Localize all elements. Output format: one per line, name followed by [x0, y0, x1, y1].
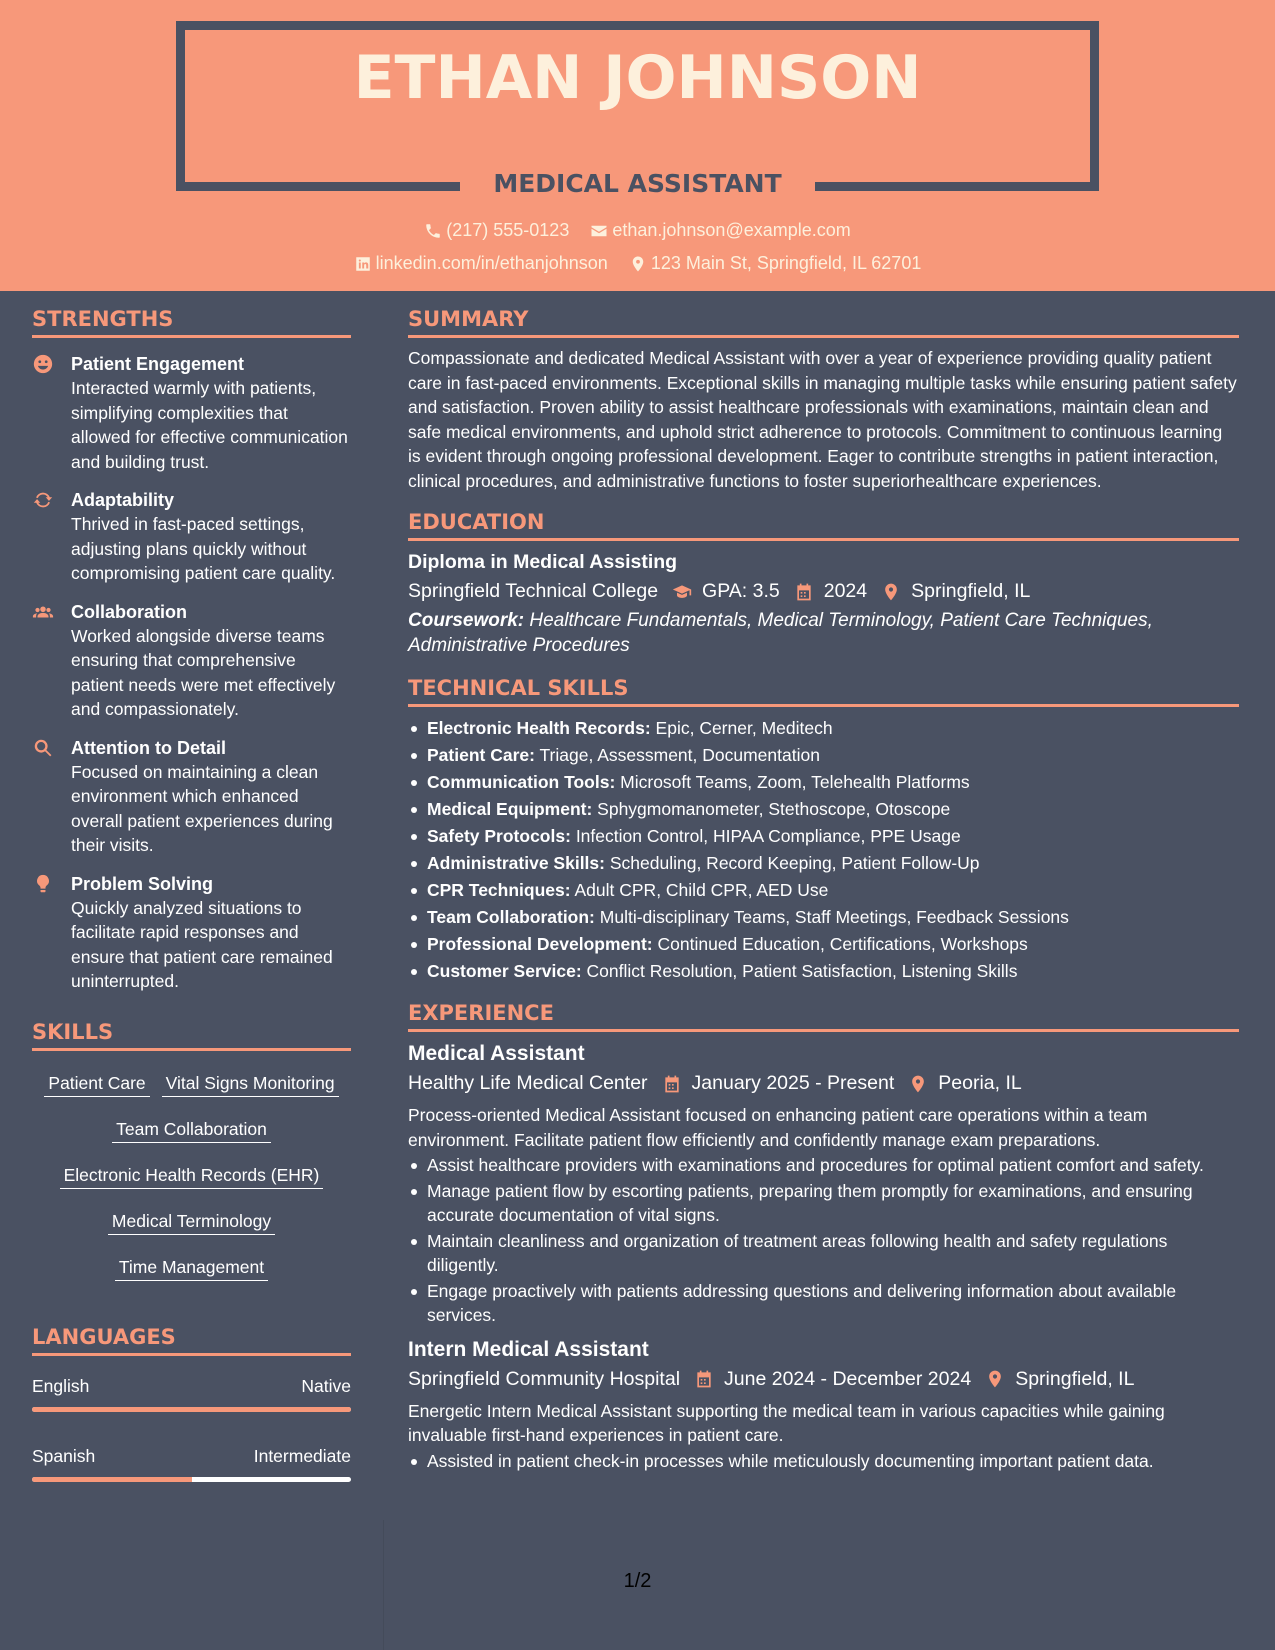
- graduation-cap-icon: [672, 582, 692, 602]
- phone-text: (217) 555-0123: [446, 220, 570, 240]
- list-item: Assisted in patient check-in processes while meticulously documenting important patient data.: [408, 1449, 1239, 1474]
- linkedin-icon: [354, 255, 372, 273]
- education-heading: EDUCATION: [408, 510, 1239, 541]
- envelope-icon: [590, 222, 608, 240]
- list-item: Electronic Health Records: Epic, Cerner, Meditech: [408, 715, 1239, 742]
- candidate-name: ETHAN JOHNSON: [353, 43, 922, 113]
- strength-item: [32, 352, 351, 474]
- map-pin-icon: [985, 1369, 1005, 1389]
- job-role: Intern Medical Assistant: [408, 1337, 649, 1361]
- job-title-wrap: [460, 164, 815, 204]
- lightbulb-icon: [32, 873, 54, 895]
- strengths-heading: STRENGTHS: [32, 307, 351, 338]
- list-item: Engage proactively with patients addressing questions and delivering information about available services.: [408, 1279, 1239, 1328]
- language-bar: [32, 1477, 351, 1482]
- strength-title: Attention to Detail: [71, 737, 226, 758]
- address-text: 123 Main St, Springfield, IL 62701: [650, 253, 922, 273]
- strength-desc: Quickly analyzed situations to facilitate rapid responses and ensure that patient care remained uninterrupted.: [71, 897, 333, 991]
- list-item: Patient Care: Triage, Assessment, Documentation: [408, 742, 1239, 769]
- coursework: Coursework: Healthcare Fundamentals, Medical Terminology, Patient Care Techniques, Administrative Procedures: [408, 610, 1153, 656]
- language-name: English: [32, 1375, 90, 1396]
- skill-tag: Team Collaboration: [112, 1113, 271, 1143]
- job-location: Springfield, IL: [985, 1368, 1134, 1391]
- skill-tag: Medical Terminology: [108, 1205, 275, 1235]
- smile-icon: [32, 353, 54, 375]
- calendar-icon: [794, 582, 814, 602]
- list-item: Assist healthcare providers with examinations and procedures for optimal patient comfort and safety.: [408, 1153, 1239, 1178]
- list-item: Manage patient flow by escorting patients, preparing them promptly for examinations, and ensuring accurate documentation of vital signs.: [408, 1179, 1239, 1228]
- experience-section: [408, 1001, 1239, 1473]
- job-description: Process-oriented Medical Assistant focused on enhancing patient care operations within a team environment. Facilitate patient flow efficiently and confidently manage exam preparations.: [408, 1105, 1148, 1150]
- strength-title: Adaptability: [71, 490, 175, 510]
- skills-heading: SKILLS: [32, 1020, 351, 1051]
- degree-title: Diploma in Medical Assisting: [408, 551, 678, 573]
- map-pin-icon: [629, 255, 647, 273]
- strength-title: Collaboration: [71, 601, 187, 622]
- job-bullets: [408, 1153, 1239, 1328]
- email-text: ethan.johnson@example.com: [612, 220, 851, 240]
- skill-tag: Time Management: [115, 1251, 268, 1281]
- technical-skills-heading: TECHNICAL SKILLS: [408, 676, 1239, 707]
- company-name: Healthy Life Medical Center: [408, 1072, 648, 1094]
- language-name: Spanish: [32, 1445, 96, 1466]
- company-name: Springfield Community Hospital: [408, 1367, 681, 1390]
- users-icon: [32, 601, 54, 623]
- job-bullets: [408, 1449, 1239, 1474]
- resume-header: [0, 0, 1275, 291]
- strength-desc: Worked alongside diverse teams ensuring that comprehensive patient needs were met effectively and compassionately.: [71, 625, 336, 719]
- experience-heading: EXPERIENCE: [408, 1001, 1239, 1032]
- strength-title: Problem Solving: [71, 873, 214, 894]
- education-meta: [408, 580, 1239, 603]
- list-item: Maintain cleanliness and organization of treatment areas following health and safety regulations diligently.: [408, 1229, 1239, 1278]
- list-item: Safety Protocols: Infection Control, HIPAA Compliance, PPE Usage: [408, 823, 1239, 850]
- gpa: GPA: 3.5: [672, 580, 780, 603]
- search-icon: [32, 737, 54, 759]
- contact-address: [629, 253, 922, 274]
- education-location: Springfield, IL: [881, 580, 1030, 603]
- calendar-icon: [694, 1369, 714, 1389]
- job-meta: [408, 1072, 1239, 1095]
- job-entry: [408, 1042, 1239, 1328]
- phone-icon: [424, 222, 442, 240]
- strength-item: [32, 872, 351, 994]
- linkedin-text: linkedin.com/in/ethanjohnson: [375, 253, 608, 273]
- strength-desc: Focused on maintaining a clean environment which enhanced overall patient experiences during their visits.: [71, 761, 333, 855]
- contact-row-2: [0, 253, 1275, 278]
- technical-skills-section: [408, 676, 1239, 985]
- skills-section: [32, 1020, 351, 1289]
- language-level: Intermediate: [253, 1445, 351, 1466]
- job-description: Energetic Intern Medical Assistant supporting the medical team in various capacities while gaining invaluable first-hand experiences in patient care.: [408, 1400, 1165, 1445]
- list-item: Professional Development: Continued Education, Certifications, Workshops: [408, 931, 1239, 958]
- language-level: Native: [301, 1375, 351, 1396]
- language-bar-fill: [32, 1477, 192, 1482]
- job-meta: [408, 1368, 1239, 1391]
- map-pin-icon: [908, 1074, 928, 1094]
- language-bar-fill: [32, 1407, 351, 1412]
- strength-title: Patient Engagement: [71, 354, 245, 374]
- skill-tag: Electronic Health Records (EHR): [60, 1159, 324, 1189]
- right-column: [408, 291, 1239, 1473]
- strength-item: [32, 488, 351, 586]
- map-pin-icon: [881, 582, 901, 602]
- language-item: [32, 1446, 351, 1482]
- job-entry: [408, 1338, 1239, 1474]
- technical-skills-list: [408, 715, 1239, 985]
- list-item: Customer Service: Conflict Resolution, Patient Satisfaction, Listening Skills: [408, 958, 1239, 985]
- languages-section: [32, 1325, 351, 1482]
- job-dates: June 2024 - December 2024: [694, 1368, 971, 1391]
- contact-row-1: [0, 220, 1275, 245]
- job-dates: January 2025 - Present: [662, 1072, 895, 1095]
- strength-desc: Thrived in fast-paced settings, adjusting plans quickly without compromising patient care quality.: [71, 514, 336, 583]
- job-role: Medical Assistant: [408, 1042, 585, 1065]
- job-title: MEDICAL ASSISTANT: [493, 169, 782, 198]
- school-name: Springfield Technical College: [408, 580, 659, 602]
- skill-tag: Patient Care: [44, 1067, 149, 1097]
- language-item: [32, 1376, 351, 1412]
- graduation-year: 2024: [794, 580, 867, 603]
- skills-list: [32, 1059, 351, 1289]
- list-item: Medical Equipment: Sphygmomanometer, Stethoscope, Otoscope: [408, 796, 1239, 823]
- summary-heading: SUMMARY: [408, 307, 1239, 338]
- page-number: 1/2: [623, 1570, 652, 1592]
- strength-item: [32, 600, 351, 722]
- list-item: Communication Tools: Microsoft Teams, Zoom, Telehealth Platforms: [408, 769, 1239, 796]
- contact-email[interactable]: [590, 220, 850, 241]
- list-item: Team Collaboration: Multi-disciplinary Teams, Staff Meetings, Feedback Sessions: [408, 904, 1239, 931]
- strength-item: [32, 736, 351, 858]
- contact-phone[interactable]: [424, 220, 569, 241]
- job-location: Peoria, IL: [908, 1072, 1021, 1095]
- left-column: [32, 291, 351, 1482]
- education-section: [408, 510, 1239, 658]
- summary-section: [408, 307, 1239, 493]
- calendar-icon: [662, 1074, 682, 1094]
- language-bar: [32, 1407, 351, 1412]
- contact-linkedin[interactable]: [354, 253, 608, 274]
- strengths-section: [32, 307, 351, 994]
- strength-desc: Interacted warmly with patients, simplifying complexities that allowed for effective communication and building trust.: [71, 378, 348, 472]
- languages-heading: LANGUAGES: [32, 1325, 351, 1356]
- refresh-icon: [32, 489, 54, 511]
- summary-text: Compassionate and dedicated Medical Assistant with over a year of experience providing quality patient care in fast-paced environments. Exceptional skills in managing multiple tasks while ensuring patient safety and satisfaction. Proven ability to assist healthcare professionals with examinations, maintain clean and safe medical environments, and uphold strict adherence to protocols. Commitment to continuous learning is evident through ongoing professional development. Eager to contribute strengths in patient interaction, clinical procedures, and administrative functions to foster superiorhealthcare experiences.: [408, 348, 1237, 491]
- list-item: Administrative Skills: Scheduling, Record Keeping, Patient Follow-Up: [408, 850, 1239, 877]
- list-item: CPR Techniques: Adult CPR, Child CPR, AED Use: [408, 877, 1239, 904]
- skill-tag: Vital Signs Monitoring: [162, 1067, 339, 1097]
